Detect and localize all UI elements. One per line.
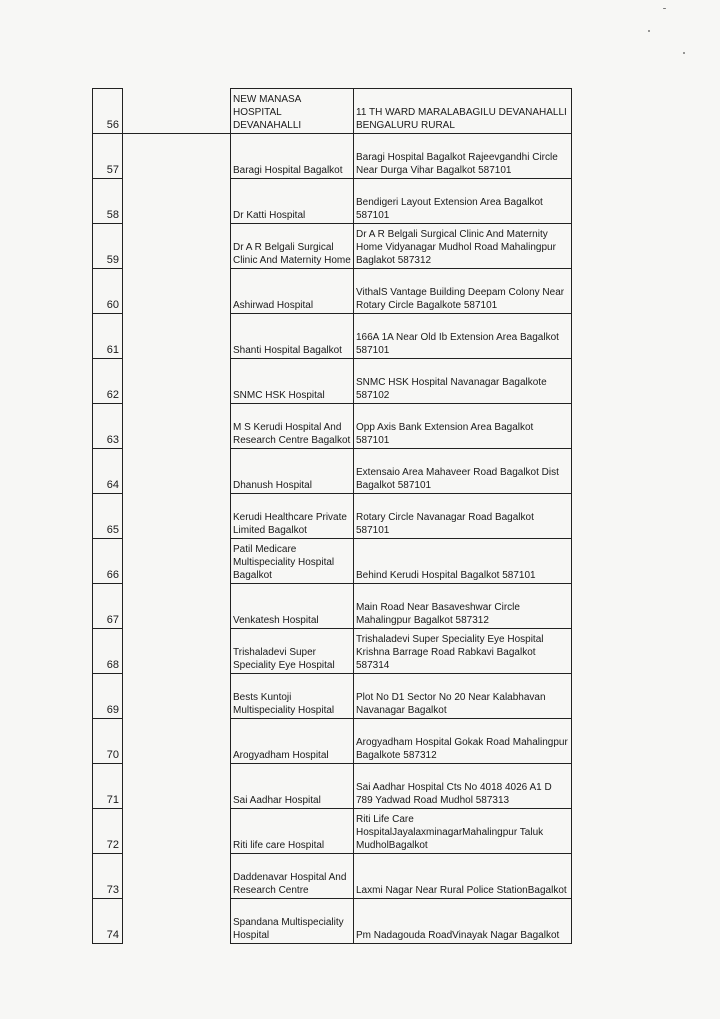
- hospital-name-cell: Arogyadham Hospital: [231, 719, 354, 764]
- hospital-name-cell: NEW MANASA HOSPITAL DEVANAHALLI: [231, 89, 354, 134]
- serial-number-cell: 67: [93, 584, 123, 629]
- table-row: [93, 899, 572, 944]
- hospital-name-cell: Riti life care Hospital: [231, 809, 354, 854]
- table-row: [93, 584, 572, 629]
- table-row: [93, 809, 572, 854]
- blank-column-cell: [123, 629, 231, 674]
- hospital-table-body: [93, 89, 572, 944]
- hospital-address-cell: VithalS Vantage Building Deepam Colony Near Rotary Circle Bagalkote 587101: [354, 269, 572, 314]
- table-row: [93, 854, 572, 899]
- serial-number-cell: 70: [93, 719, 123, 764]
- table-row: [93, 224, 572, 269]
- hospital-address-cell: 166A 1A Near Old Ib Extension Area Bagalkot 587101: [354, 314, 572, 359]
- serial-number-cell: 63: [93, 404, 123, 449]
- table-row: [93, 449, 572, 494]
- hospital-name-cell: Dhanush Hospital: [231, 449, 354, 494]
- hospital-address-cell: Plot No D1 Sector No 20 Near Kalabhavan Navanagar Bagalkot: [354, 674, 572, 719]
- serial-number-cell: 66: [93, 539, 123, 584]
- hospital-address-cell: Behind Kerudi Hospital Bagalkot 587101: [354, 539, 572, 584]
- table-row: [93, 179, 572, 224]
- hospital-name-cell: Dr Katti Hospital: [231, 179, 354, 224]
- table-row: [93, 629, 572, 674]
- hospital-address-cell: Sai Aadhar Hospital Cts No 4018 4026 A1 D 789 Yadwad Road Mudhol 587313: [354, 764, 572, 809]
- hospital-name-cell: Dr A R Belgali Surgical Clinic And Maternity Home: [231, 224, 354, 269]
- serial-number-cell: 58: [93, 179, 123, 224]
- serial-number-cell: 59: [93, 224, 123, 269]
- hospital-name-cell: SNMC HSK Hospital: [231, 359, 354, 404]
- hospital-address-cell: Trishaladevi Super Speciality Eye Hospital Krishna Barrage Road Rabkavi Bagalkot 587314: [354, 629, 572, 674]
- serial-number-cell: 65: [93, 494, 123, 539]
- table-row: [93, 269, 572, 314]
- hospital-address-cell: Bendigeri Layout Extension Area Bagalkot 587101: [354, 179, 572, 224]
- table-row: [93, 719, 572, 764]
- blank-column-cell: [123, 404, 231, 449]
- hospital-name-cell: Spandana Multispeciality Hospital: [231, 899, 354, 944]
- serial-number-cell: 71: [93, 764, 123, 809]
- blank-column-cell: [123, 179, 231, 224]
- hospital-address-cell: SNMC HSK Hospital Navanagar Bagalkote 587102: [354, 359, 572, 404]
- table-row: [93, 494, 572, 539]
- hospital-name-cell: Sai Aadhar Hospital: [231, 764, 354, 809]
- hospital-address-cell: Pm Nadagouda RoadVinayak Nagar Bagalkot: [354, 899, 572, 944]
- blank-column-cell: [123, 494, 231, 539]
- hospital-name-cell: Baragi Hospital Bagalkot: [231, 134, 354, 179]
- hospital-address-cell: Rotary Circle Navanagar Road Bagalkot 587101: [354, 494, 572, 539]
- table-row: [93, 404, 572, 449]
- serial-number-cell: 69: [93, 674, 123, 719]
- hospital-name-cell: Ashirwad Hospital: [231, 269, 354, 314]
- blank-column-cell: [123, 449, 231, 494]
- blank-column-cell: [123, 359, 231, 404]
- hospital-name-cell: M S Kerudi Hospital And Research Centre Bagalkot: [231, 404, 354, 449]
- blank-column-cell: [123, 674, 231, 719]
- scan-speck: [663, 8, 666, 9]
- blank-column-cell: [123, 269, 231, 314]
- blank-column-cell: [123, 719, 231, 764]
- blank-column-cell: [123, 539, 231, 584]
- hospital-name-cell: Kerudi Healthcare Private Limited Bagalkot: [231, 494, 354, 539]
- hospital-name-cell: Bests Kuntoji Multispeciality Hospital: [231, 674, 354, 719]
- hospital-name-cell: Daddenavar Hospital And Research Centre: [231, 854, 354, 899]
- serial-number-cell: 61: [93, 314, 123, 359]
- hospital-address-cell: Dr A R Belgali Surgical Clinic And Maternity Home Vidyanagar Mudhol Road Mahalingpur Baglakot 587312: [354, 224, 572, 269]
- hospital-table: [92, 88, 572, 944]
- blank-column-cell: [123, 314, 231, 359]
- blank-column-cell: [123, 584, 231, 629]
- hospital-address-cell: 11 TH WARD MARALABAGILU DEVANAHALLI BENGALURU RURAL: [354, 89, 572, 134]
- serial-number-cell: 74: [93, 899, 123, 944]
- serial-number-cell: 68: [93, 629, 123, 674]
- serial-number-cell: 56: [93, 89, 123, 134]
- hospital-name-cell: Shanti Hospital Bagalkot: [231, 314, 354, 359]
- serial-number-cell: 73: [93, 854, 123, 899]
- scan-speck: [683, 52, 685, 54]
- hospital-name-cell: Patil Medicare Multispeciality Hospital Bagalkot: [231, 539, 354, 584]
- hospital-address-cell: Baragi Hospital Bagalkot Rajeevgandhi Circle Near Durga Vihar Bagalkot 587101: [354, 134, 572, 179]
- hospital-name-cell: Venkatesh Hospital: [231, 584, 354, 629]
- serial-number-cell: 72: [93, 809, 123, 854]
- table-row: [93, 359, 572, 404]
- blank-column-cell: [123, 854, 231, 899]
- serial-number-cell: 60: [93, 269, 123, 314]
- blank-column-cell: [123, 89, 231, 134]
- table-row: [93, 539, 572, 584]
- table-row: [93, 89, 572, 134]
- serial-number-cell: 64: [93, 449, 123, 494]
- blank-column-cell: [123, 809, 231, 854]
- hospital-address-cell: Arogyadham Hospital Gokak Road Mahalingpur Bagalkote 587312: [354, 719, 572, 764]
- scan-speck: [648, 30, 650, 32]
- hospital-address-cell: Extensaio Area Mahaveer Road Bagalkot Dist Bagalkot 587101: [354, 449, 572, 494]
- serial-number-cell: 62: [93, 359, 123, 404]
- table-row: [93, 674, 572, 719]
- blank-column-cell: [123, 134, 231, 179]
- table-row: [93, 764, 572, 809]
- hospital-name-cell: Trishaladevi Super Speciality Eye Hospital: [231, 629, 354, 674]
- hospital-address-cell: Main Road Near Basaveshwar Circle Mahalingpur Bagalkot 587312: [354, 584, 572, 629]
- hospital-address-cell: Laxmi Nagar Near Rural Police StationBagalkot: [354, 854, 572, 899]
- hospital-address-cell: Opp Axis Bank Extension Area Bagalkot 587101: [354, 404, 572, 449]
- hospital-address-cell: Riti Life Care HospitalJayalaxminagarMahalingpur Taluk MudholBagalkot: [354, 809, 572, 854]
- serial-number-cell: 57: [93, 134, 123, 179]
- blank-column-cell: [123, 224, 231, 269]
- table-row: [93, 134, 572, 179]
- table-row: [93, 314, 572, 359]
- blank-column-cell: [123, 764, 231, 809]
- blank-column-cell: [123, 899, 231, 944]
